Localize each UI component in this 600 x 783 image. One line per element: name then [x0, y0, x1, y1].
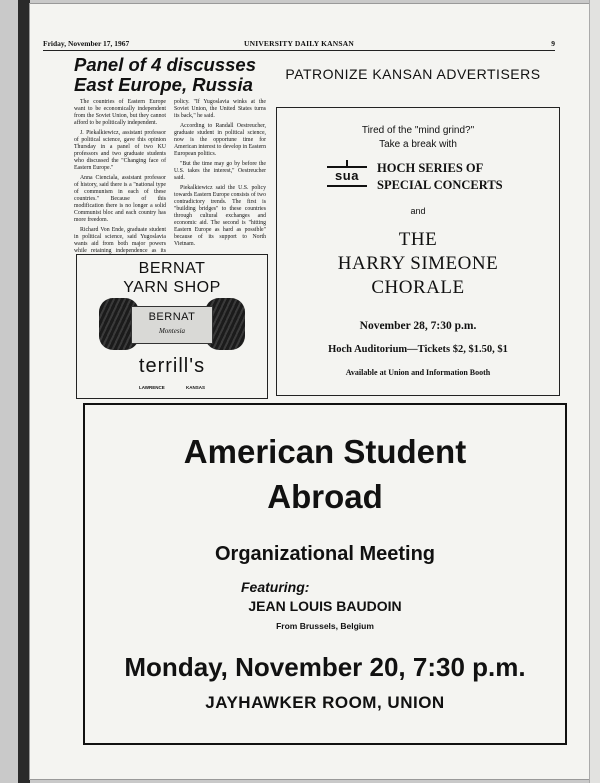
abroad-featuring: Featuring:: [241, 579, 310, 595]
store-name: terrill's: [138, 355, 206, 377]
performer-line-1: THE: [398, 229, 438, 250]
performer-line-3: CHORALE: [371, 277, 465, 298]
abroad-speaker-origin: From Brussels, Belgium: [276, 621, 374, 631]
series-line-2: SPECIAL CONCERTS: [377, 178, 503, 192]
store-city: LAWRENCE: [139, 385, 165, 390]
article-paragraph: According to Randall Oestreucher, graduate student in political science, now is the opportune time for American interest to develop in Eastern European politics.: [174, 123, 266, 157]
store-state: KANSAS: [185, 385, 205, 390]
patronize-banner: PATRONIZE KANSAN ADVERTISERS: [285, 66, 541, 82]
yarn-shop-title: [77, 259, 267, 297]
yarn-label-variety: Montesia: [158, 327, 186, 335]
article-paragraph: Anna Cienciala, assistant professor of history, said there is a "national type of communism in each of these countries." Because of this modification there is no longer a solid Communist bloc and each country has more freedom.: [74, 175, 166, 223]
abroad-room: JAYHAWKER ROOM, UNION: [205, 693, 445, 712]
concert-ad: [276, 107, 560, 396]
article-headline: [74, 55, 274, 95]
article-paragraph: Piekalkiewicz said the U.S. policy towards Eastern Europe consists of two contradictory trends. The first is "building bridges" to these countries through cultural exchanges and economic aid. The second is "hitting Eastern Europe as hard as possible" because of its support to North Vietnam.: [174, 185, 266, 247]
concert-date: November 28, 7:30 p.m.: [359, 320, 477, 332]
series-line-1: HOCH SERIES OF: [377, 161, 484, 175]
article-body: [74, 99, 266, 255]
abroad-speaker: JEAN LOUIS BAUDOIN: [248, 598, 402, 614]
concert-availability: Available at Union and Information Booth: [345, 368, 491, 377]
concert-tagline-2: Take a break with: [379, 139, 457, 150]
concert-series-name: [377, 160, 547, 194]
sua-logo-bar: [327, 185, 367, 187]
yarn-title-line-2: YARN SHOP: [123, 279, 221, 296]
yarn-shop-ad: [76, 254, 268, 399]
performer-line-2: HARRY SIMEONE: [337, 253, 499, 274]
folio-paper-name: UNIVERSITY DAILY KANSAN: [243, 39, 355, 48]
article-paragraph: Richard Von Ende, graduate student in political science, said Yugoslavia wants aid from both major powers while retaining independence as its policy. "If Yugoslavia winks at the Soviet Union, the United States turns its back," he said.: [74, 99, 266, 254]
abroad-date: Monday, November 20, 7:30 p.m.: [124, 652, 526, 682]
yarn-label-band: [131, 306, 213, 344]
article-paragraph: "But the time may go by before the U.S. takes the interest," Oestreucher said.: [174, 161, 266, 181]
article-paragraph: The countries of Eastern Europe want to be economically independent from the Soviet Union, but they cannot afford to be politically independent.: [74, 99, 166, 126]
concert-and: and: [410, 206, 426, 216]
store-logo: [137, 355, 207, 393]
yarn-label-brand: BERNAT: [148, 311, 196, 323]
concert-venue-tickets: Hoch Auditorium—Tickets $2, $1.50, $1: [328, 344, 508, 355]
page-edge: [589, 0, 600, 783]
abroad-title-line-1: American Student: [183, 433, 467, 470]
article-paragraph: J. Piekalkiewicz, assistant professor of political science, gave this opinion Thursday in a panel of two KU professors and two graduate students who discussed the "Changing face of Eastern Europe.": [74, 130, 166, 171]
yarn-skein-image: [99, 298, 245, 350]
folio-page-number: 9: [551, 39, 555, 48]
headline-line-2: East Europe, Russia: [74, 74, 253, 95]
sua-logo-text: sua: [335, 168, 359, 183]
sua-logo: [327, 160, 367, 190]
concert-performer: [277, 228, 559, 300]
concert-tagline: Tired of the "mind grind?": [361, 125, 475, 136]
abroad-subtitle: Organizational Meeting: [214, 543, 436, 565]
headline-line-1: Panel of 4 discusses: [74, 54, 257, 75]
yarn-title-line-1: BERNAT: [138, 260, 206, 277]
folio-date: Friday, November 17, 1967: [43, 39, 130, 48]
page-folio: [43, 38, 555, 51]
student-abroad-ad: [83, 403, 567, 745]
abroad-title-line-2: Abroad: [267, 478, 383, 515]
binding-spine: [18, 0, 30, 783]
